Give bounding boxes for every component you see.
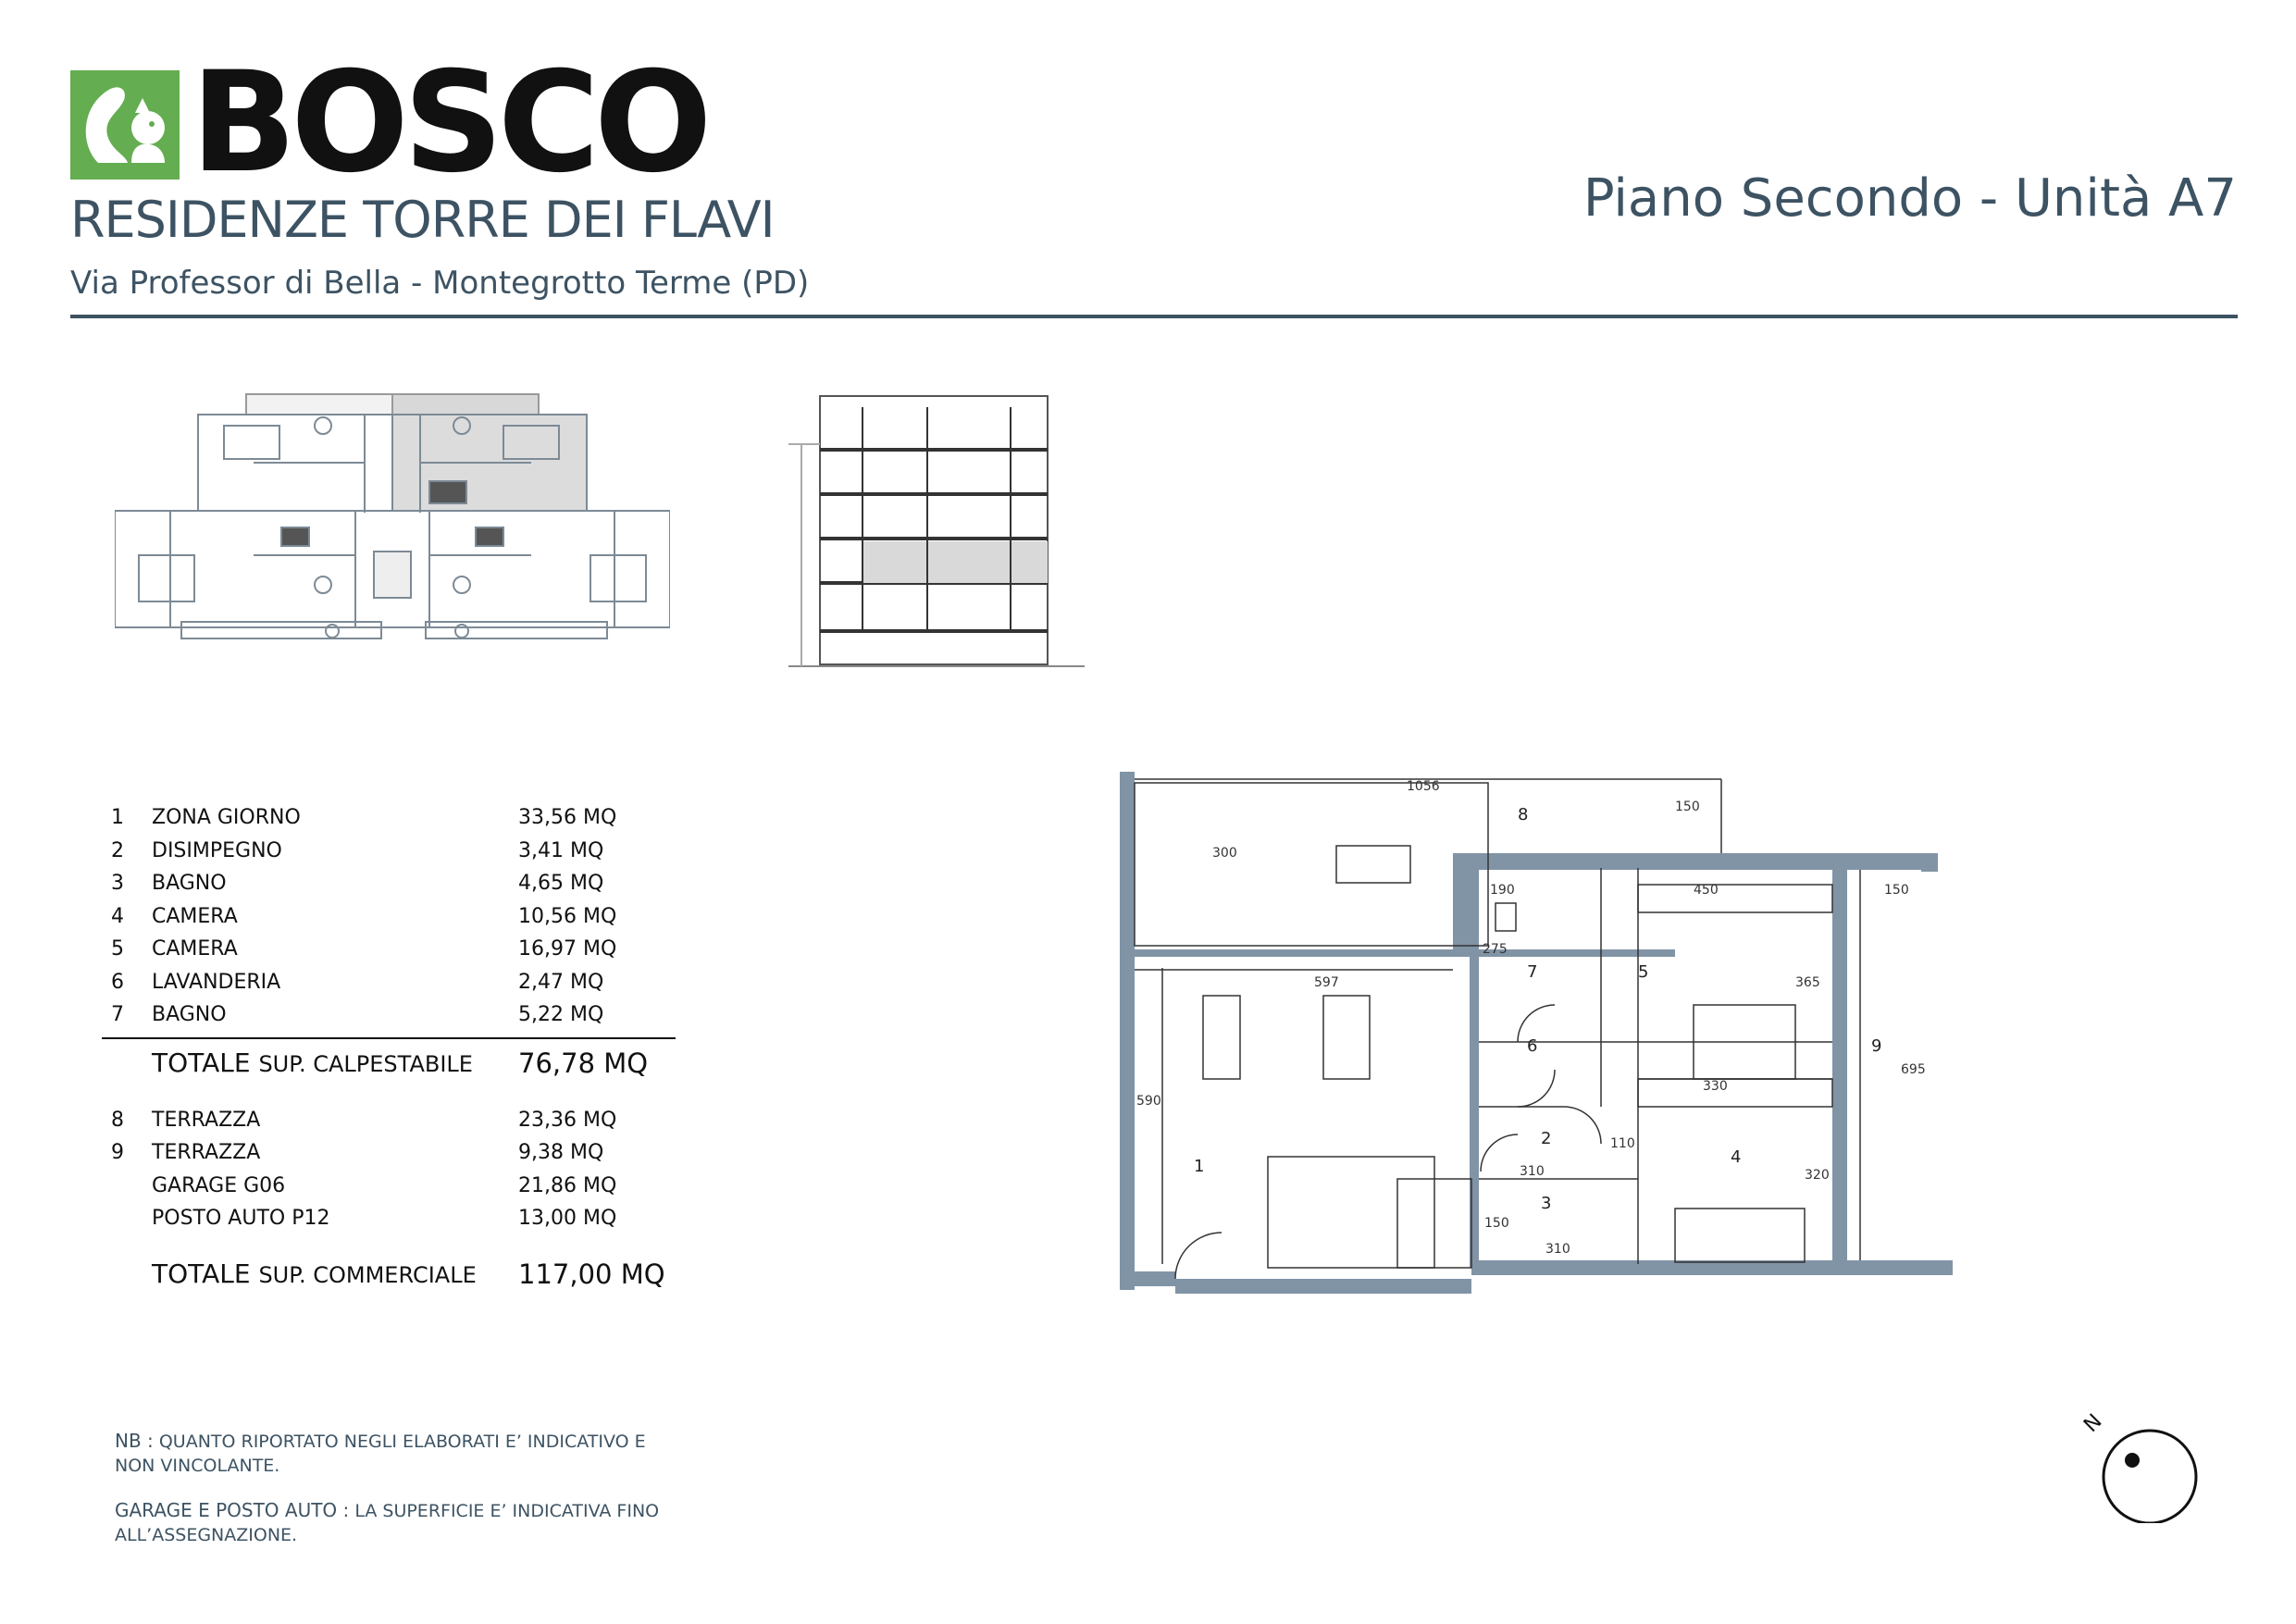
notes — [115, 1429, 689, 1547]
room-row: 5 CAMERA 16,97 MQ — [111, 937, 617, 961]
brand-name: BOSCO — [191, 43, 707, 204]
extra-row: POSTO AUTO P12 13,00 MQ — [152, 1207, 617, 1230]
dim-label: 310 — [1520, 1164, 1545, 1179]
total-walkable-row: TOTALE SUP. CALPESTABILE 76,78 MQ — [152, 1047, 649, 1079]
building-key-plan — [115, 389, 670, 640]
header-divider — [70, 315, 2238, 318]
project-address: Via Professor di Bella - Montegrotto Terme (PD) — [70, 265, 810, 302]
room-area-table — [102, 801, 694, 1298]
squirrel-logo-icon — [70, 70, 180, 180]
note-nb: NB : QUANTO RIPORTATO NEGLI ELABORATI E’ INDICATIVO E NON VINCOLANTE. — [115, 1430, 646, 1476]
extra-row: 8 TERRAZZA 23,36 MQ — [111, 1108, 617, 1132]
extra-row: GARAGE G06 21,86 MQ — [152, 1173, 617, 1197]
plan-room-label-8: 8 — [1518, 805, 1529, 824]
dim-label: 150 — [1484, 1216, 1509, 1231]
plan-room-label-9: 9 — [1871, 1036, 1882, 1056]
dim-label: 190 — [1490, 883, 1515, 898]
plan-room-label-1: 1 — [1194, 1157, 1205, 1176]
note-garage: GARAGE E POSTO AUTO : LA SUPERFICIE E’ INDICATIVA FINO ALL’ASSEGNAZIONE. — [115, 1499, 660, 1545]
plan-room-label-2: 2 — [1541, 1129, 1552, 1148]
dim-label: 450 — [1694, 883, 1719, 898]
plan-room-label-4: 4 — [1731, 1147, 1742, 1167]
room-row: 1 ZONA GIORNO 33,56 MQ — [111, 806, 617, 829]
plan-walls — [1120, 772, 1953, 1294]
brand-logo — [70, 43, 755, 204]
dim-label: 110 — [1610, 1136, 1635, 1151]
dim-label: 597 — [1314, 975, 1339, 990]
dim-label: 330 — [1703, 1079, 1728, 1094]
room-row: 7 BAGNO 5,22 MQ — [111, 1003, 604, 1026]
room-row: 4 CAMERA 10,56 MQ — [111, 904, 617, 928]
plan-room-label-3: 3 — [1541, 1194, 1552, 1213]
plan-room-label-5: 5 — [1638, 962, 1649, 982]
north-compass — [2079, 1403, 2199, 1523]
dim-label: 1056 — [1407, 779, 1440, 794]
unit-floor-plan — [1120, 764, 1953, 1357]
north-label: N — [2079, 1409, 2107, 1437]
dim-label: 320 — [1805, 1168, 1830, 1183]
building-section — [788, 389, 1085, 676]
dim-label: 695 — [1901, 1062, 1926, 1077]
plan-room-label-7: 7 — [1527, 962, 1538, 982]
total-commercial-row: TOTALE SUP. COMMERCIALE 117,00 MQ — [152, 1258, 665, 1290]
plan-room-label-6: 6 — [1527, 1036, 1538, 1056]
project-name: RESIDENZE TORRE DEI FLAVI — [70, 191, 775, 249]
dim-label: 275 — [1483, 942, 1508, 957]
dim-label: 150 — [1884, 883, 1909, 898]
room-row: 2 DISIMPEGNO 3,41 MQ — [111, 838, 604, 862]
dim-label: 365 — [1795, 975, 1820, 990]
unit-title: Piano Secondo - Unità A7 — [1582, 168, 2237, 229]
room-row: 3 BAGNO 4,65 MQ — [111, 872, 604, 895]
dim-label: 300 — [1212, 846, 1237, 861]
dim-label: 310 — [1545, 1242, 1570, 1257]
dim-label: 590 — [1136, 1094, 1161, 1109]
extra-row: 9 TERRAZZA 9,38 MQ — [111, 1141, 604, 1164]
dim-label: 150 — [1675, 800, 1700, 814]
room-row: 6 LAVANDERIA 2,47 MQ — [111, 970, 604, 994]
